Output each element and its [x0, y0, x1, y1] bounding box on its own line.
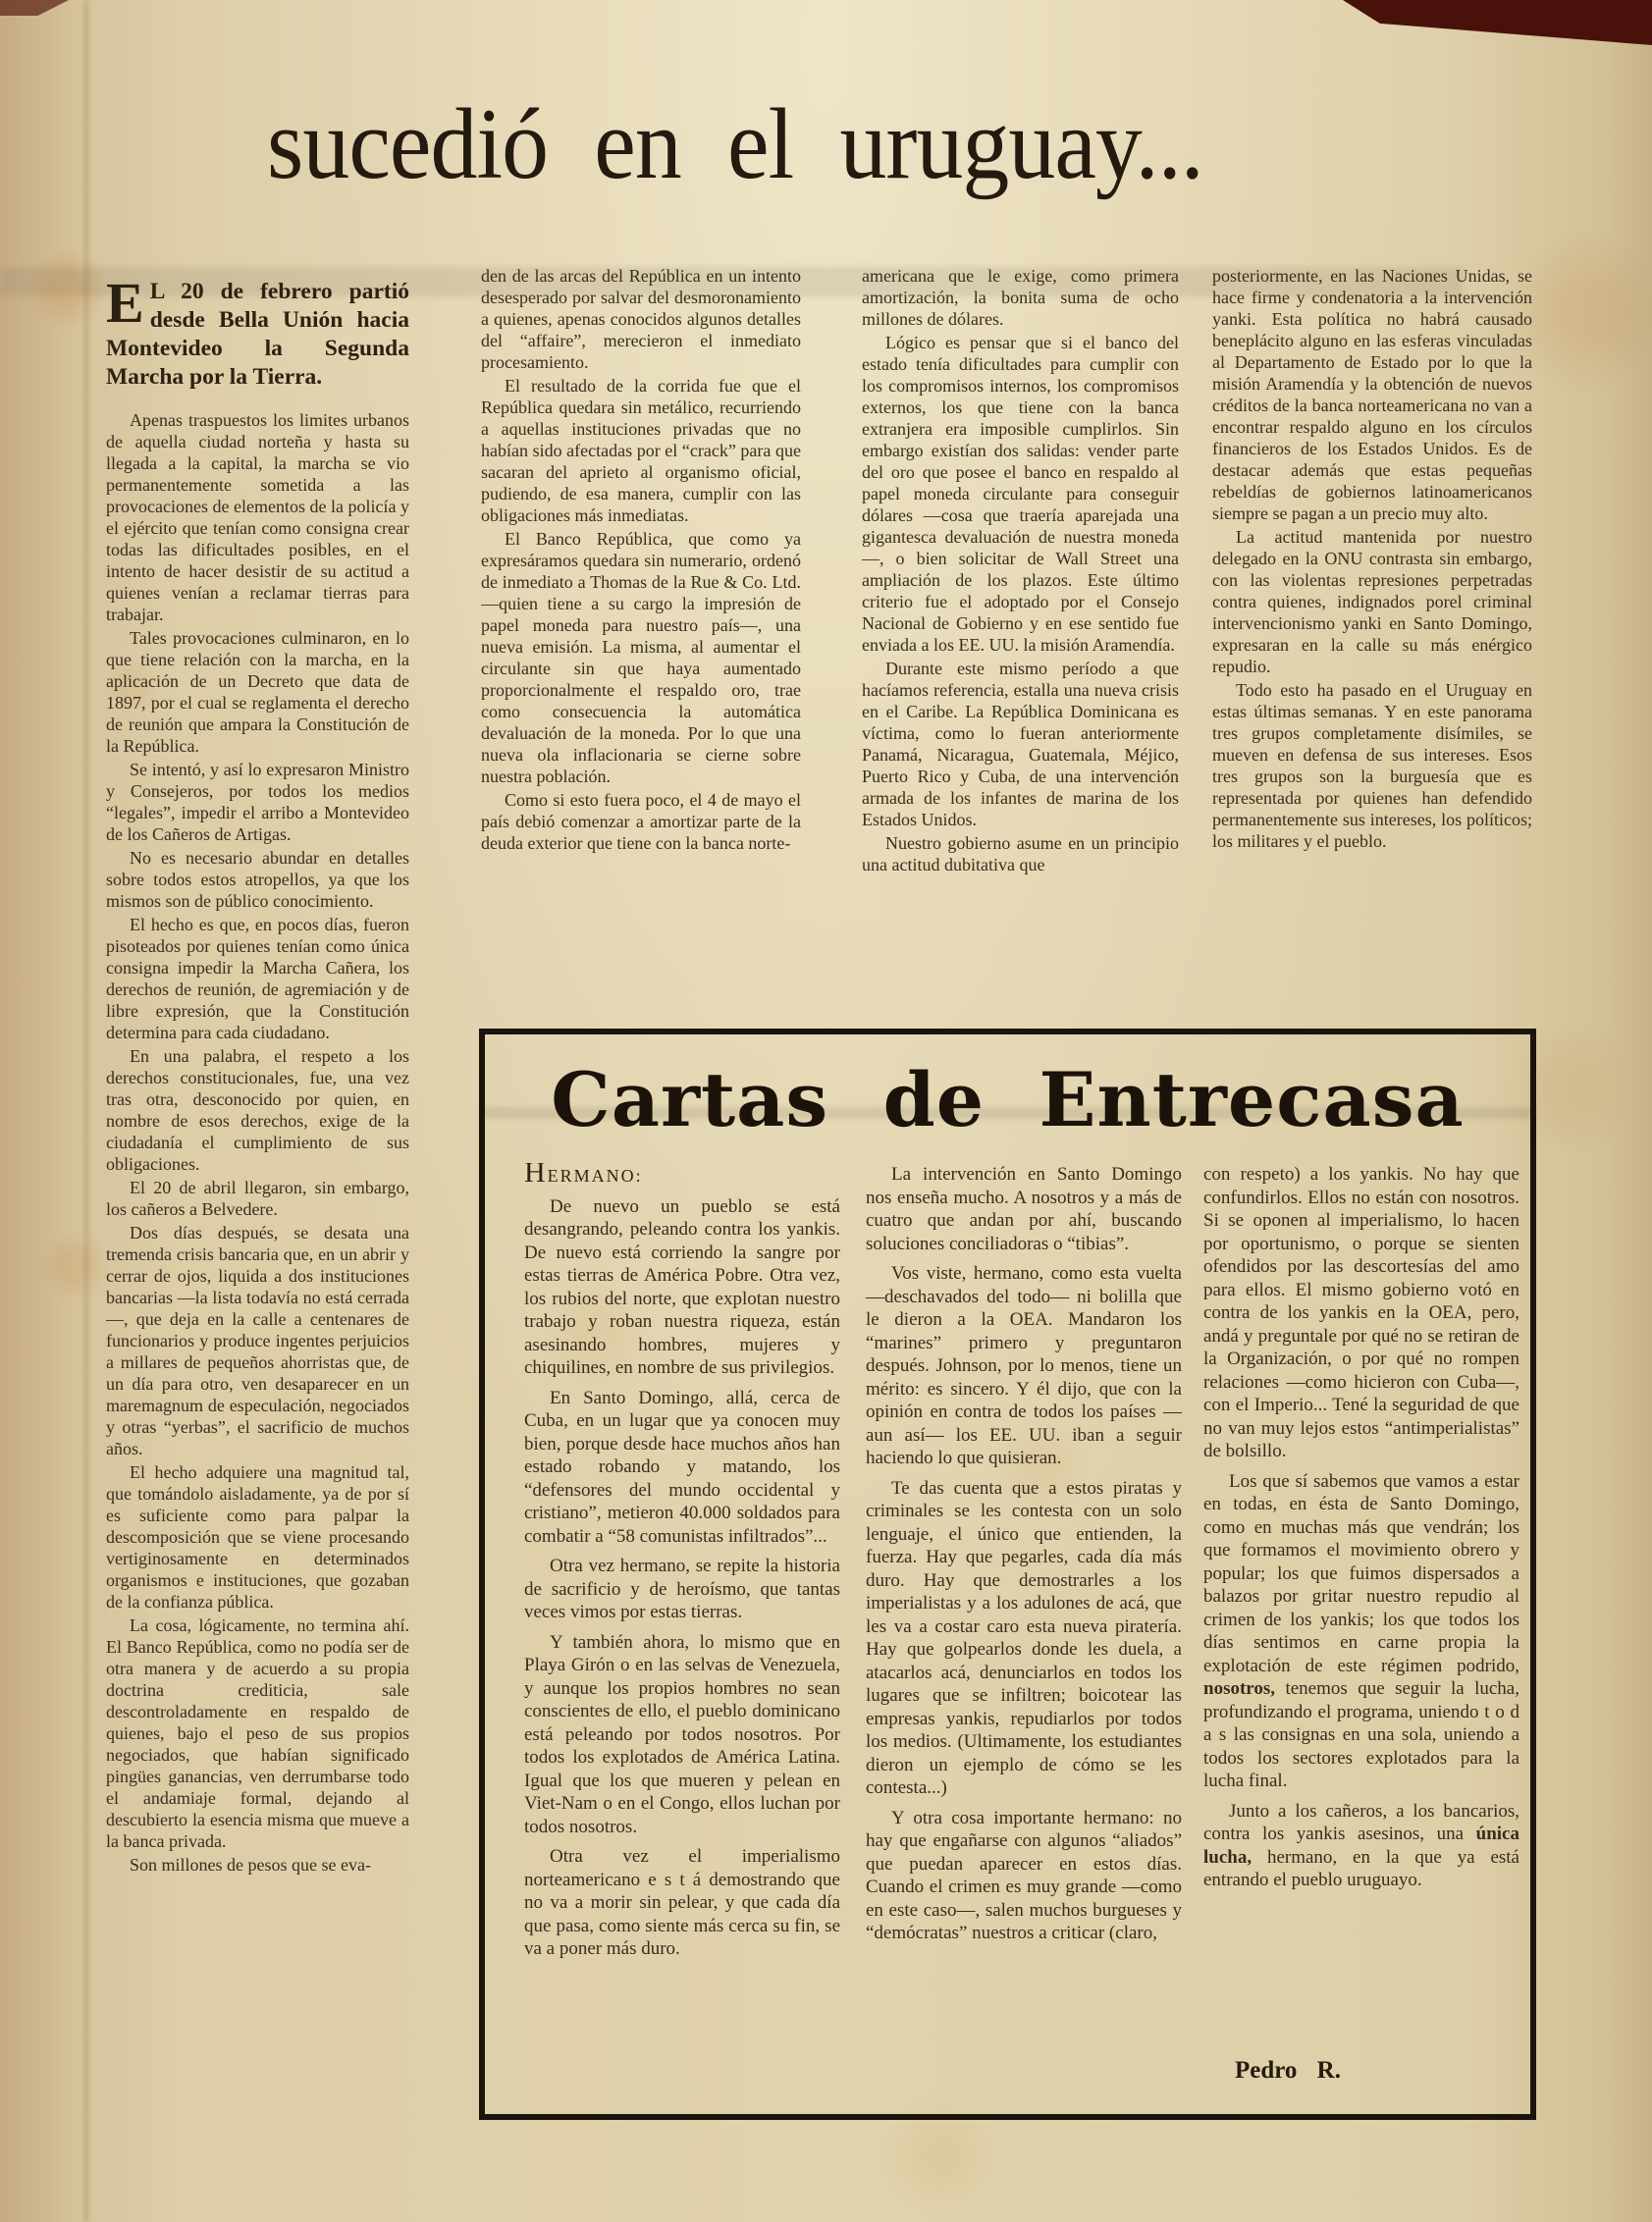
- paragraph: Y también ahora, lo mismo que en Playa Girón o en las selvas de Venezuela, y aunque los propios hombres no sean conscientes de ello, el pueblo dominicano está peleando por todos nosotros. Por todos los explotados de América Latina. Igual que los que mueren y pelean en Viet-Nam o en el Congo, ellos luchan por todos nosotros.: [524, 1631, 840, 1837]
- paragraph: Nuestro gobierno asume en un principio una actitud dubitativa que: [862, 833, 1179, 874]
- box-column-3: [1203, 1163, 1519, 2107]
- paragraph: De nuevo un pueblo se está desangrando, peleando contra los yankis. De nuevo está corriendo la sangre por estas tierras de América Pobre. Otra vez, los rubios del norte, que explotan nuestro trabajo y roban nuestra riqueza, están asesinando hombres, mujeres y chiquilines, en nombre de sus privilegios.: [524, 1195, 840, 1378]
- lead-dropcap: E: [106, 278, 144, 335]
- paragraph: Tales provocaciones culminaron, en lo que tiene relación con la marcha, en la aplicación de un Decreto que data de 1897, por el cual se reglamenta el derecho de reunión que ampara la Constitución de la República.: [106, 628, 409, 756]
- article-column-1: [106, 278, 409, 2123]
- paragraph: Dos días después, se desata una tremenda crisis bancaria que, en un abrir y cerrar de ojos, liquida a dos instituciones bancarias —la lista todavía no está cerrada—, que deja en la calle a centenares de funcionarios y produce ingentes perjuicios a millares de pequeños ahorristas que, de un día para otro, ven desaparecer en un maremagnum de especulación, negociados y otras “yerbas”, el sacrificio de muchos años.: [106, 1223, 409, 1458]
- article-lead: [106, 278, 409, 392]
- paragraph: Te das cuenta que a estos piratas y criminales se les contesta con un solo lenguaje, el único que entienden, la fuerza. Hay que pegarles, cada día más duro. Hay que demostrarles a los imperialistas y a los adulones de acá, que les va a costar caro esta nueva piratería. Hay que golpearlos donde les duela, a atacarlos acá, denunciarlos en todos los lugares que se infiltren; boicotear las empresas yankis, repudiarlos por todos los medios. (Ultimamente, los estudiantes dieron un ejemplo de cómo se les contesta...): [866, 1477, 1182, 1798]
- cartas-de-entrecasa-box: [479, 1029, 1536, 2120]
- page-title: sucedió en el uruguay...: [267, 88, 1203, 200]
- box-title: Cartas de Entrecasa: [551, 1056, 1465, 1143]
- paragraph: La intervención en Santo Domingo nos enseña mucho. A nosotros y a más de cuatro que andan por ahí, buscando soluciones conciliadoras o “tibias”.: [866, 1164, 1182, 1254]
- paragraph: Otra vez el imperialismo norteamericano e s t á demostrando que no va a morir sin pelear, y que cada día que pasa, como siente más cerca su fin, se va a poner más duro.: [524, 1846, 840, 1959]
- paragraph: Vos viste, hermano, como esta vuelta —deschavados del todo— ni bolilla que le dieron a la OEA. Mandaron los “marines” primero y preguntaron después. Johnson, por lo menos, tiene un mérito: es sincero. Y él dijo, que con la opinión en contra de todos los países —aun así— los EE. UU. iban a seguir haciendo lo que quisieran.: [866, 1263, 1182, 1468]
- paragraph: Se intentó, y así lo expresaron Ministro y Consejeros, por todos los medios “legales”, impedir el arribo a Montevideo de los Cañeros de Artigas.: [106, 760, 409, 844]
- paragraph: americana que le exige, como primera amortización, la bonita suma de ocho millones de dólares.: [862, 266, 1179, 329]
- article-column-3: [862, 265, 1179, 1003]
- salutation: [524, 1163, 840, 1189]
- paragraph: No es necesario abundar en detalles sobre todos estos atropellos, ya que los mismos son de público conocimiento.: [106, 848, 409, 911]
- salutation-text: ERMANO:: [547, 1166, 643, 1186]
- paragraph: Y otra cosa importante hermano: no hay que engañarse con algunos “aliados” que puedan aparecer en estos días. Cuando el crimen es muy grande —como en este caso—, salen muchos burgueses y “demócratas” nuestros a criticar (claro,: [866, 1807, 1182, 1943]
- paragraph: La cosa, lógicamente, no termina ahí. El Banco República, como no podía ser de otra manera y de acuerdo a su propia doctrina crediticia, sale descontroladamente en respaldo de quienes, bajo el peso de sus propios negociados, que habían significado pingües ganancias, ven derrumbarse todo el andamiaje formal, dejando al descubierto la esencia misma que mueve a la banca privada.: [106, 1615, 409, 1851]
- paragraph: El resultado de la corrida fue que el República quedara sin metálico, recurriendo a aquellas instituciones privadas que no habían sido afectadas por el “crack” para que sacaran del aprieto al organismo oficial, pudiendo, de esa manera, cumplir con las obligaciones más inmediatas.: [481, 376, 801, 525]
- article-column-2: [481, 265, 801, 1003]
- paper-crease: [84, 0, 88, 2222]
- paragraph: Durante este mismo período a que hacíamos referencia, estalla una nueva crisis en el Caribe. La República Dominicana es víctima, como lo fueran anteriormente Panamá, Nicaragua, Guatemala, Méjico, Puerto Rico y Cuba, de una intervención armada de los infantes de marina de los Estados Unidos.: [862, 659, 1179, 829]
- paragraph: Lógico es pensar que si el banco del estado tenía dificultades para cumplir con los compromisos internos, los compromisos externos, los que tiene con la banca extranjera era imposible cumplirlos. Sin embargo existían dos salidas: vender parte del oro que posee el banco en respaldo al papel moneda circulante para conseguir dólares —cosa que traería aparejada una gigantesca devaluación de nuestra moneda—, o bien solicitar de Wall Street una ampliación de los plazos. Este último criterio fue el adoptado por el Consejo Nacional de Gobierno y en ese sentido fue enviada a los EE. UU. la misión Aramendía.: [862, 333, 1179, 655]
- paragraph: La actitud mantenida por nuestro delegado en la ONU contrasta sin embargo, con las violentas represiones perpetradas contra quienes, indignados porel criminal intervencionismo yanki en Santo Domingo, expresaran en la calle su más enérgico repudio.: [1212, 527, 1532, 676]
- paragraph: El hecho adquiere una magnitud tal, que tomándolo aisladamente, ya de por sí es suficiente como para palpar la descomposición que se viene procesando vertiginosamente en determinados organismos e instituciones, que gozaban de la confianza pública.: [106, 1462, 409, 1612]
- paragraph: con respeto) a los yankis. No hay que confundirlos. Ellos no están con nosotros. Si se oponen al imperialismo, lo hacen por oportunismo, o porque se sienten ofendidos por las descortesías del amo para ellos. El mismo gobierno votó en contra de los yankis en la OEA, pero, andá y preguntale por qué no se retiran de la Organización, o por qué no rompen relaciones —como hicieron con Cuba—, con el Imperio... Tené la seguridad de que no van muy lejos estos “antimperialistas” de bolsillo.: [1203, 1164, 1519, 1461]
- signature: Pedro R.: [1235, 2057, 1341, 2084]
- paragraph: El hecho es que, en pocos días, fueron pisoteados por quienes tenían como única consigna impedir la Marcha Cañera, los derechos de reunión, de agremiación y de libre expresión, que la Constitución determina para cada ciudadano.: [106, 915, 409, 1042]
- paragraph: den de las arcas del República en un intento desesperado por salvar del desmoronamiento a quienes, apenas conocidos algunos detalles del “affaire”, merecieron el inmediato procesamiento.: [481, 266, 801, 372]
- paragraph: Apenas traspuestos los limites urbanos de aquella ciudad norteña y hasta su llegada a la capital, la marcha se vio permanentemente sometida a las provocaciones de elementos de la policía y el ejército que tenían como consigna crear todas las dificultades posibles, en el intento de hacer desistir de su actitud a quienes venían a reclamar tierras para trabajar.: [106, 410, 409, 624]
- paragraph: Todo esto ha pasado en el Uruguay en estas últimas semanas. Y en este panorama tres grupos completamente disímiles, se mueven en defensa de sus intereses. Esos tres grupos son la burguesía que es representada por quienes han defendido permanentemente sus intereses, los políticos; los militares y el pueblo.: [1212, 680, 1532, 851]
- box-column-1: [524, 1163, 840, 2107]
- salutation-dropcap: H: [524, 1163, 548, 1189]
- paragraph: Los que sí sabemos que vamos a estar en todas, en ésta de Santo Domingo, como en muchas más que vendrán; los que formamos el movimiento obrero y popular; los que fuimos dispersados a balazos por gritar nuestro repudio al crimen de los yankis; los que todos los días sentimos en carne propia la explotación de este régimen podrido, nosotros, tenemos que seguir la lucha, profundizando el programa, uniendo t o d a s las consignas en una sola, uniendo a todos los sectores explotados para la lucha final.: [1203, 1470, 1519, 1791]
- backdrop-corner: [1343, 0, 1652, 45]
- paragraph: El Banco República, que como ya expresáramos quedara sin numerario, ordenó de inmediato a Thomas de la Rue & Co. Ltd. —quien tiene a su cargo la impresión de papel moneda para nuestro país—, una nueva emisión. La misma, al aumentar el circulante sin que haya aumentado proporcionalmente el respaldo oro, trae como consecuencia la automática devaluación de la moneda. Por lo que una nueva ola inflacionaria se cierne sobre nuestra población.: [481, 529, 801, 786]
- paragraph: posteriormente, en las Naciones Unidas, se hace firme y condenatoria a la intervención yanki. Esta política no habrá causado beneplácito alguno en las esferas vinculadas al Departamento de Estado por lo que la misión Aramendía y la obtención de nuevos créditos de la banca norteamericana no van a encontrar respaldo alguno en los círculos financieros de los Estados Unidos. Es de destacar además que estas pequeñas rebeldías de gobiernos latinoamericanos siempre se pagan a un precio muy alto.: [1212, 266, 1532, 523]
- paragraph: Junto a los cañeros, a los bancarios, contra los yankis asesinos, una única lucha, hermano, en la que ya está entrando el pueblo uruguayo.: [1203, 1800, 1519, 1890]
- box-column-2: [866, 1163, 1182, 2107]
- paragraph: En una palabra, el respeto a los derechos constitucionales, fue, una vez tras otra, desconocido por quien, en nombre de esos derechos, exige de la ciudadanía el cumplimiento de sus obligaciones.: [106, 1046, 409, 1174]
- lead-text: L 20 de febrero partió desde Bella Unión hacia Montevideo la Segunda Marcha por la Tierra.: [106, 279, 409, 390]
- article-column-4: [1212, 265, 1532, 952]
- paragraph: Otra vez hermano, se repite la historia de sacrificio y de heroísmo, que tantas veces vimos por estas tierras.: [524, 1556, 840, 1622]
- backdrop-corner-left: [0, 0, 69, 16]
- paragraph: Como si esto fuera poco, el 4 de mayo el país debió comenzar a amortizar parte de la deuda exterior que tiene con la banca norte-: [481, 790, 801, 853]
- paragraph: Son millones de pesos que se eva-: [130, 1855, 371, 1875]
- paragraph: En Santo Domingo, allá, cerca de Cuba, en un lugar que ya conocen muy bien, porque desde hace muchos años han estado robando y matando, los “defensores del mundo occidental y cristiano”, metieron 40.000 soldados para combatir a “58 comunistas infiltrados”...: [524, 1387, 840, 1547]
- paragraph: El 20 de abril llegaron, sin embargo, los cañeros a Belvedere.: [106, 1178, 409, 1219]
